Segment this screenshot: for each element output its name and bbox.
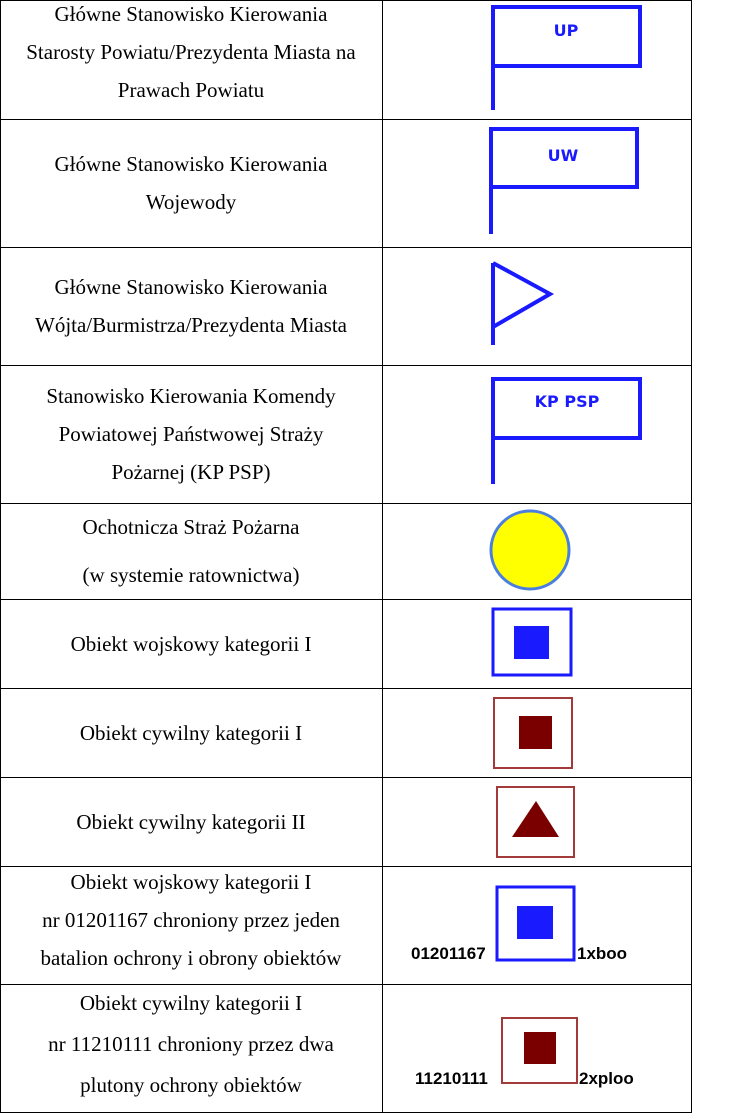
- description-line: Wójta/Burmistrza/Prezydenta Miasta: [35, 313, 347, 337]
- row-description: [0, 0, 382, 119]
- civil-square-icon: [383, 688, 692, 777]
- flag-symbol-up: [383, 0, 692, 119]
- military-object-coded-symbol: [383, 866, 692, 984]
- row-divider: [0, 688, 692, 689]
- military-square-icon: [383, 599, 692, 688]
- legend-row: [0, 0, 750, 119]
- row-description: [0, 980, 382, 1109]
- row-divider: [0, 247, 692, 248]
- description-line: Prawach Powiatu: [117, 77, 265, 102]
- protection-unit-label: 2xploo: [579, 1069, 634, 1088]
- row-description: [0, 861, 382, 979]
- flag-label: UW: [547, 146, 579, 165]
- description-line: (w systemie ratownictwa): [82, 563, 300, 587]
- row-divider: [0, 1112, 692, 1113]
- row-description: [0, 365, 382, 503]
- pennant-symbol: [383, 247, 692, 365]
- flag-symbol-kp-psp: [383, 365, 692, 503]
- description-line: Wojewody: [145, 190, 237, 214]
- description-line: Powiatowej Państwowej Straży: [58, 422, 324, 446]
- flag-symbol-uw: [383, 119, 692, 247]
- civil-object-coded-symbol: [383, 984, 692, 1113]
- row-divider: [0, 365, 692, 366]
- description-line: Ochotnicza Straż Pożarna: [82, 515, 300, 539]
- description-line: batalion ochrony i obrony obiektów: [40, 946, 342, 970]
- flag-icon: [383, 365, 692, 503]
- civil-square-coded-icon: [383, 984, 692, 1113]
- description-line: Obiekt wojskowy kategorii I: [70, 631, 312, 656]
- table-column-divider: [382, 0, 383, 1113]
- description-line: Stanowisko Kierowania Komendy: [46, 384, 336, 408]
- legend-row: [0, 688, 750, 777]
- description-line: Obiekt cywilny kategorii I: [79, 991, 303, 1015]
- fire-brigade-symbol: [383, 503, 692, 599]
- protection-unit-label: 1xboo: [577, 944, 628, 963]
- civil-triangle-icon: [383, 777, 692, 866]
- legend-row: [0, 119, 750, 247]
- row-description: [0, 688, 382, 777]
- military-object-symbol: [383, 599, 692, 688]
- row-divider: [0, 777, 692, 778]
- flag-label: KP PSP: [534, 392, 600, 411]
- row-divider: [0, 984, 692, 985]
- row-divider: [0, 119, 692, 120]
- description-line: plutony ochrony obiektów: [80, 1073, 302, 1097]
- row-divider: [0, 866, 692, 867]
- description-line: Główne Stanowisko Kierowania: [54, 1, 328, 26]
- yellow-circle-icon: [383, 503, 692, 599]
- description-line: nr 11210111 chroniony przez dwa: [48, 1032, 334, 1056]
- row-description: [0, 777, 382, 866]
- pennant-icon: [383, 247, 692, 365]
- flag-label: UP: [553, 21, 579, 40]
- table-border-right: [691, 0, 692, 1113]
- description-line: Obiekt cywilny kategorii II: [76, 809, 306, 834]
- description-line: Główne Stanowisko Kierowania: [54, 152, 328, 176]
- row-description: [0, 247, 382, 365]
- description-line: Obiekt cywilny kategorii I: [79, 720, 303, 745]
- description-line: Obiekt wojskowy kategorii I: [70, 870, 312, 894]
- flag-icon: [383, 119, 692, 247]
- row-description: [0, 599, 382, 688]
- description-line: nr 01201167 chroniony przez jeden: [42, 908, 340, 932]
- row-divider: [0, 599, 692, 600]
- table-border-left: [0, 0, 1, 1113]
- row-description: [0, 503, 382, 599]
- military-square-coded-icon: [383, 866, 692, 984]
- legend-row: [0, 599, 750, 688]
- legend-row: [0, 365, 750, 503]
- description-line: Główne Stanowisko Kierowania: [54, 275, 328, 299]
- object-code-label: 01201167: [411, 944, 486, 963]
- row-divider: [0, 0, 692, 1]
- legend-row: [0, 503, 750, 599]
- legend-row: [0, 247, 750, 365]
- civil-object-cat2-symbol: [383, 777, 692, 866]
- legend-row: [0, 866, 750, 984]
- legend-row: [0, 984, 750, 1113]
- object-code-label: 11210111: [415, 1069, 488, 1088]
- description-line: Pożarnej (KP PSP): [111, 460, 271, 484]
- civil-object-symbol: [383, 688, 692, 777]
- description-line: Starosty Powiatu/Prezydenta Miasta na: [26, 39, 356, 64]
- legend-row: [0, 777, 750, 866]
- row-divider: [0, 503, 692, 504]
- row-description: [0, 119, 382, 247]
- flag-icon: [383, 0, 692, 119]
